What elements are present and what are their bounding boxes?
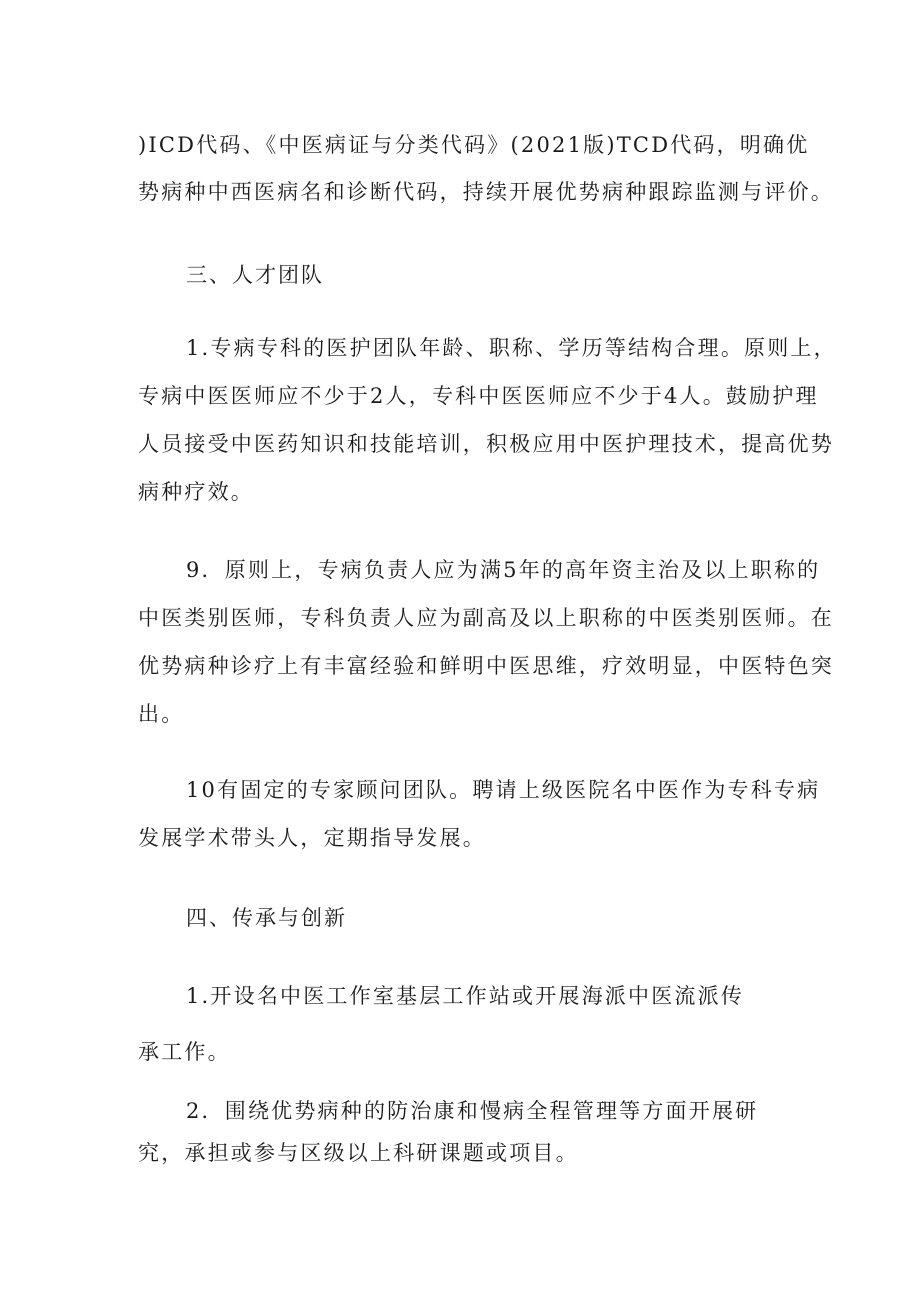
paragraph-line: 究，承担或参与区级以上科研课题或项目。 [138,1141,579,1165]
paragraph-line: 1.开设名中医工作室基层工作站或开展海派中医流派传 [186,984,745,1008]
paragraph-line: 中医类别医师，专科负责人应为副高及以上职称的中医类别医师。在 [138,606,834,630]
section-heading-talent-team: 三、人才团队 [186,263,324,287]
paragraph-line: 1.专病专科的医护团队年龄、职称、学历等结构合理。原则上， [186,336,837,360]
paragraph-line: 承工作。 [138,1040,231,1064]
paragraph-line: )ICD代码、《中医病证与分类代码》(2021版)TCD代码，明确优 [138,133,810,157]
paragraph-line: 人员接受中医药知识和技能培训，积极应用中医护理技术，提高优势 [138,432,834,456]
paragraph-line: 专病中医医师应不少于2人，专科中医医师应不少于4人。鼓励护理 [138,384,819,408]
paragraph-line: 10有固定的专家顾问团队。聘请上级医院名中医作为专科专病 [186,778,821,802]
paragraph-line: 势病种中西医病名和诊断代码，持续开展优势病种跟踪监测与评价。 [138,180,834,204]
section-heading-inheritance-innovation: 四、传承与创新 [186,906,347,930]
paragraph-line: 病种疗效。 [138,480,254,504]
paragraph-line: 9．原则上，专病负责人应为满5年的高年资主治及以上职称的 [186,558,821,582]
paragraph-line: 2．围绕优势病种的防治康和慢病全程管理等方面开展研 [186,1099,759,1123]
paragraph-line: 出。 [138,702,185,726]
paragraph-line: 发展学术带头人，定期指导发展。 [138,826,486,850]
paragraph-line: 优势病种诊疗上有丰富经验和鲜明中医思维，疗效明显，中医特色突 [138,654,834,678]
